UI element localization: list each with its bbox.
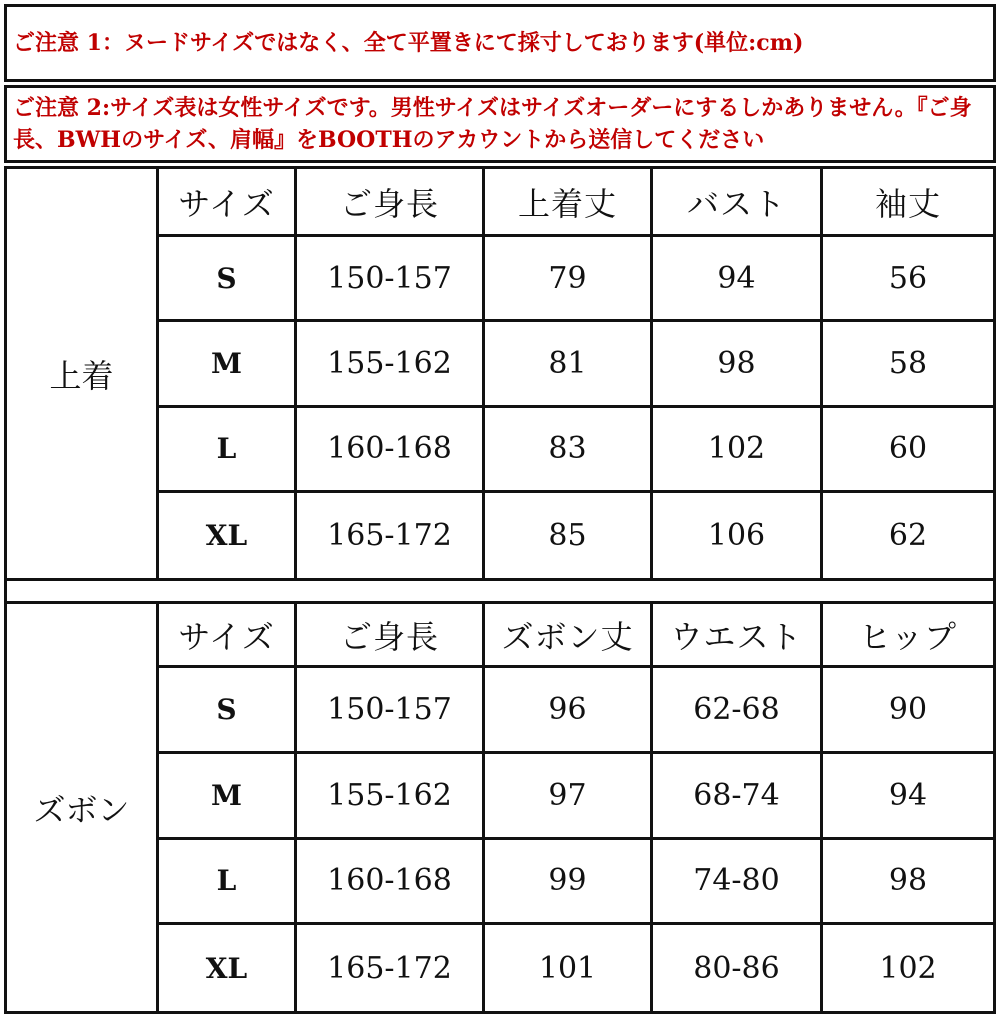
table-cell: 60 [823,408,993,493]
table-cell: 83 [485,408,653,493]
top-table-grid [159,169,993,578]
table-cell: 101 [485,925,653,1011]
table-cell: S [159,668,297,754]
note-1 [4,4,996,82]
note-2 [4,85,996,163]
header-cell: 袖丈 [823,169,993,237]
table-cell: M [159,754,297,840]
table-cell: XL [159,925,297,1011]
table-cell: 68-74 [653,754,823,840]
table-cell: 74-80 [653,840,823,926]
table-cell: M [159,322,297,407]
table-cell: L [159,408,297,493]
table-cell: 56 [823,237,993,322]
table-cell: 81 [485,322,653,407]
table-cell: S [159,237,297,322]
table-cell: 85 [485,493,653,578]
table-cell: 165-172 [297,493,485,578]
header-cell: ご身長 [297,169,485,237]
table-cell: 62 [888,517,928,553]
table-cell: 62-68 [653,668,823,754]
table-cell: 79 [485,237,653,322]
bottom-table-grid [159,604,993,1011]
header-cell: 上着丈 [485,169,653,237]
table-cell: 98 [653,322,823,407]
table-cell: 165-172 [297,925,485,1011]
table-cell: 94 [823,754,993,840]
table-cell: 106 [653,493,823,578]
table-cell: L [159,840,297,926]
section-label-top: 上着 [7,169,159,578]
top-size-table [4,166,996,581]
header-cell: ヒップ [823,604,993,668]
table-cell: 150-157 [297,668,485,754]
table-cell: 80-86 [653,925,823,1011]
table-cell: 97 [485,754,653,840]
section-label-bottom: ズボン [7,604,159,1011]
table-cell: 90 [823,668,993,754]
table-cell: 155-162 [297,754,485,840]
note-2-text: ご注意 2:サイズ表は女性サイズです。男性サイズはサイズオーダーにするしかありません。『ご身長、BWHのサイズ、肩幅』をBOOTHのアカウントから送信してください [13,95,972,153]
table-cell: 98 [823,840,993,926]
header-cell: ズボン丈 [485,604,653,668]
header-cell: サイズ [159,169,297,237]
header-cell: ウエスト [653,604,823,668]
table-separator [4,581,996,601]
table-cell: XL [159,493,297,578]
table-cell: 150-157 [297,237,485,322]
table-cell: 102 [653,408,823,493]
table-cell: 160-168 [297,408,485,493]
table-cell: 102 [879,950,937,986]
table-cell: 99 [485,840,653,926]
table-cell: 94 [653,237,823,322]
header-cell: サイズ [159,604,297,668]
table-cell: 58 [823,322,993,407]
header-cell: ご身長 [297,604,485,668]
note-1-text: ご注意 1：ヌードサイズではなく、全て平置きにて採寸しております(単位:cm) [13,30,804,56]
table-cell: 160-168 [297,840,485,926]
table-cell: 96 [485,668,653,754]
bottom-size-table [4,601,996,1014]
header-cell: バスト [653,169,823,237]
table-cell: 155-162 [297,322,485,407]
